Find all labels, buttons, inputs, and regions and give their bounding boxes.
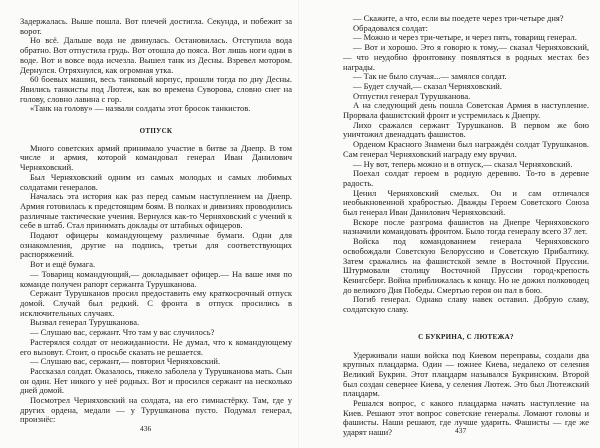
chapter-heading-bukrin: С БУКРИНА, С ЛЮТЕЖА? [418, 332, 514, 341]
paragraph: Вызвал генерал Турушканова. [30, 317, 140, 328]
left-bottom-paragraphs [20, 144, 292, 425]
paragraph: Посмотрел Черняховский на солдата, на его гимнастёрку. Там, где у других ордена, медали — у Турушканова пусто. Подумал генерал, произнёс: [20, 395, 292, 425]
paragraph: Задержалась. Выше пошла. Вот плечей достигла. Секунда, и побежит за ворот. [20, 16, 292, 36]
paragraph: «Танк на голову» — назвали солдаты этот бросок танкистов. [30, 103, 251, 114]
paragraph: Орденом Красного Знамени был награждён солдат Турушканов. Сам генерал Черняховский награду ему вручил. [343, 139, 589, 159]
paragraph: Отпустил генерал Турушканова. [353, 90, 471, 101]
right-top-paragraphs [343, 14, 589, 315]
paragraph: Вот и ещё бумага. [30, 259, 96, 270]
paragraph: Удерживали наши войска под Киевом переправы, создали два крупных плацдарма. Один — южнее Киева, недалеко от селения Великий Букрин. Этот плацдарм назывался Букринским. Второй был создан севернее Киева, у селения Лютеж. Это был Лютежский плацдарм. [343, 349, 589, 399]
paragraph: Был Черняховский одним из самых молодых и самых любимых солдатами генералов. [20, 171, 292, 192]
paragraph: Подают офицеры командующему различные бумаги. Одни для ознакомления, другие на подпись, третьи для соответствующих распоряжений. [20, 230, 292, 260]
paragraph: 60 боевых машин, весь танковый корпус, прошли тогда по дну Десны. Явились танкисты под Лютеж, как во времена Суворова, словно снег на голову, словно лавина с гор. [20, 74, 292, 104]
left-top-paragraphs [20, 17, 292, 114]
paragraph: Лихо сражался сержант Турушканов. В первом же бою уничтожил двенадцать фашистов. [343, 119, 589, 140]
paragraph: — Ну вот, теперь можно и в отпуск,— сказал Черняховский. [353, 158, 573, 169]
left-page-text [20, 17, 292, 425]
chapter-heading-otpusk: ОТПУСК [139, 127, 173, 136]
paragraph: Сержант Турушканов просил предоставить ему краткосрочный отпуск домой. Случай был редкий. С фронта в отпуск просились в исключительных случаях. [20, 288, 292, 318]
paragraph: Решался вопрос, с какого плацдарма начать наступление на Киев. Решают этот вопрос советские генералы. Ломают головы и фашисты. Наши решают, где лучше ударить. Фашисты — где же ударят наши? [343, 398, 589, 438]
paragraph: Рассказал солдат. Оказалось, тяжело заболела у Турушканова мать. Сын он один. Нет никого у неё родных. Вот и просился сержант на несколько дней домой. [20, 365, 292, 396]
paragraph: Погиб генерал. Однако славу навек оставил. Добрую славу, солдатскую славу. [343, 294, 589, 315]
paragraph: Много советских армий принимало участие в битве за Днепр. В том числе и армия, которой командовал генерал Иван Данилович Черняховский. [20, 142, 292, 173]
paragraph: — Можно и через три-четыре, и через пять, товарищ генерал. [353, 32, 577, 43]
paragraph: — Товарищ командующий,— докладывает офицер.— На ваше имя по команде получен рапорт сержанта Турушканова. [20, 268, 292, 289]
paragraph: — Слушаю вас, сержант. Что там у вас случилось? [30, 327, 215, 338]
paragraph: Обрадовался солдат: [353, 22, 428, 33]
paragraph: Но всё. Дальше вода не двинулась. Остановилась. Отступила вода обратно. Вот отпустила грудь. Вот отошла до пояса. Вот лишь ноги одни в воде. Вот и вовсе вода исчезла. Вышел танк из Десны. Взревел мотором. Дернулся. Отряхнулся, как огромная утка. [20, 35, 292, 75]
paragraph: — Слушаю вас, сержант,— повторил Черняховский. [30, 356, 221, 367]
paragraph: — Скажите, а что, если вы поедете через три-четыре дня? [353, 13, 564, 23]
paragraph: Вскоре после разгрома фашистов на Днепре Черняховского назначили командовать фронтом. Было тогда генералу всего 37 лет. [343, 216, 589, 237]
paragraph: Ценил Черняховский смелых. Он и сам отличался необыкновенной храбростью. Дважды Героем Советского Союза был генерал Иван Данилович Черняховский. [343, 187, 589, 218]
paragraph: Войска под командованием генерала Черняховского освобождали Советскую Белоруссию и Советскую Прибалтику. Затем сражались на фашистской земле в Восточной Пруссии. Штурмовали столицу Восточной Пруссии город-крепость Кенигсберг. Война приближалась к концу. Но не дожил полководец до великого Дня Победы. Смертью героя он пал в бою. [343, 236, 589, 295]
paragraph: Поехал солдат героем в родную деревню. То-то в деревне радость. [343, 168, 589, 188]
paragraph: — Будет случай,— сказал Черняховский. [353, 80, 502, 91]
paragraph: Растерялся солдат от неожиданности. Не думал, что к командующему его вызовут. Стоит, о просьбе сказать не решается. [20, 336, 292, 357]
right-bottom-paragraphs [343, 351, 589, 438]
paragraph: — Так не было случая...— замялся солдат. [353, 71, 507, 82]
right-page-text [343, 14, 589, 438]
paragraph: Началась эта история как раз перед самым наступлением на Днепр. Армия готовилась к предстоящим боям. В полках и дивизиях проводились различные тактические учения. Вернулся как-то Черняховский с учений к себе в штаб. Стал принимать доклады от штабных офицеров. [20, 191, 292, 231]
page-number-left: 436 [140, 424, 152, 433]
page-number-right: 437 [455, 426, 467, 435]
paragraph: А на следующий день пошла Советская Армия в наступление. Прорвала фашистский фронт и устремилась к Днепру. [343, 100, 589, 121]
paragraph: — Вот и хорошо. Это я говорю к тому,— сказал Черняховский,— что неудобно фронтовику появляться в родных местах без награды. [343, 42, 589, 72]
page-gutter [298, 0, 299, 448]
